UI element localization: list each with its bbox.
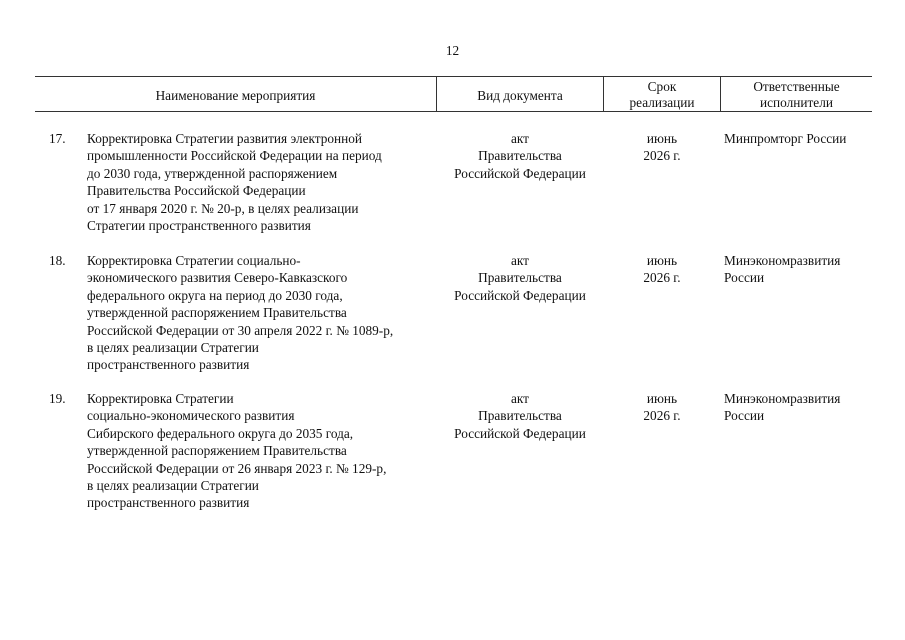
row-name-line: Российской Федерации от 26 января 2023 г. № 129-р, <box>87 460 387 476</box>
header-executors <box>721 79 872 111</box>
row-term-line: июнь <box>646 253 678 268</box>
row-term <box>612 252 712 287</box>
row-name-line: утвержденной распоряжением Правительства <box>87 305 347 321</box>
row-doc-line: Правительства <box>478 148 562 164</box>
row-name-line: социально-экономического развития <box>87 408 295 424</box>
row-exec-line: Минэкономразвития <box>724 253 841 268</box>
row-name-line: Российской Федерации от 30 апреля 2022 г. № 1089-р, <box>87 322 394 338</box>
row-name-line: пространственного развития <box>87 495 250 511</box>
row-number: 18. <box>49 253 66 268</box>
header-top-rule <box>35 76 872 77</box>
header-name: Наименование мероприятия <box>155 88 316 103</box>
row-name <box>87 390 437 512</box>
header-term-line-1: Срок <box>647 79 677 94</box>
row-name-line: промышленности Российской Федерации на период <box>87 148 382 164</box>
row-doc-type <box>440 252 600 304</box>
row-exec-line: Минпромторг России <box>724 131 847 146</box>
row-doc-line: Российской Федерации <box>454 287 586 303</box>
row-name-line: до 2030 года, утвержденной распоряжением <box>87 165 338 181</box>
row-exec-line: Минэкономразвития <box>724 391 841 406</box>
row-number: 19. <box>49 391 66 406</box>
page-number: 12 <box>445 43 460 58</box>
row-term <box>612 390 712 425</box>
header-bottom-rule <box>35 111 872 112</box>
row-executors <box>724 130 874 147</box>
row-doc-line: Правительства <box>478 408 562 424</box>
row-term-line: июнь <box>646 391 678 406</box>
row-name-line: утвержденной распоряжением Правительства <box>87 443 347 459</box>
row-name <box>87 252 437 374</box>
row-name-line: в целях реализации Стратегии <box>87 340 259 356</box>
row-doc-line: Российской Федерации <box>454 425 586 441</box>
row-doc-line: Правительства <box>478 270 562 286</box>
row-name-line: экономического развития Северо-Кавказского <box>87 270 348 286</box>
row-term-line: 2026 г. <box>643 270 681 286</box>
row-name-line: от 17 января 2020 г. № 20-р, в целях реализации <box>87 200 359 216</box>
row-term-line: июнь <box>646 131 678 146</box>
row-executors <box>724 390 874 425</box>
row-doc-line: акт <box>511 391 529 406</box>
row-name-line: Корректировка Стратегии <box>87 391 234 406</box>
row-name-line: Стратегии пространственного развития <box>87 218 311 234</box>
row-name-line: Корректировка Стратегии развития электронной <box>87 131 363 146</box>
row-doc-type <box>440 390 600 442</box>
row-name-line: Сибирского федерального округа до 2035 года, <box>87 425 354 441</box>
row-doc-line: Российской Федерации <box>454 165 586 181</box>
header-doc-type: Вид документа <box>477 88 563 103</box>
header-term-line-2: реализации <box>629 95 695 110</box>
row-term-line: 2026 г. <box>643 408 681 424</box>
row-executors <box>724 252 874 287</box>
header-term <box>604 79 720 111</box>
row-number: 17. <box>49 131 66 146</box>
row-term-line: 2026 г. <box>643 148 681 164</box>
row-name-line: в целях реализации Стратегии <box>87 478 259 494</box>
header-exec-line-1: Ответственные <box>753 79 840 94</box>
row-exec-line: России <box>724 270 765 286</box>
row-name-line: Корректировка Стратегии социально- <box>87 253 301 268</box>
row-name-line: Правительства Российской Федерации <box>87 183 306 199</box>
row-doc-type <box>440 130 600 182</box>
row-term <box>612 130 712 165</box>
row-name-line: федерального округа на период до 2030 года, <box>87 287 343 303</box>
header-exec-line-2: исполнители <box>760 95 833 110</box>
row-name-line: пространственного развития <box>87 357 250 373</box>
row-doc-line: акт <box>511 131 529 146</box>
row-doc-line: акт <box>511 253 529 268</box>
row-exec-line: России <box>724 408 765 424</box>
row-name <box>87 130 437 234</box>
